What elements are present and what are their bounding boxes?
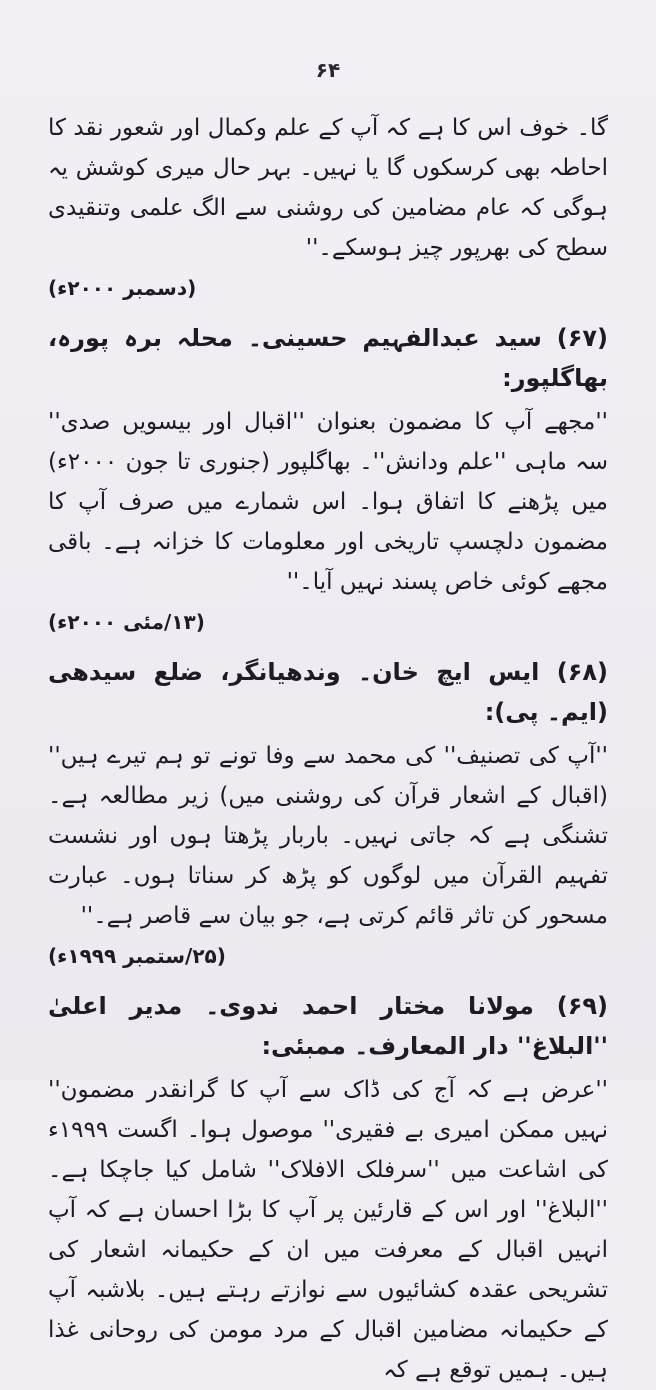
- page-number: ۶۴: [315, 58, 341, 82]
- entry-date: (۱۳/مئی ۲۰۰۰ء): [48, 610, 205, 634]
- entry-paragraph: ''مجھے آپ کا مضمون بعنوان ''اقبال اور بیسویں صدی'' سہ ماہی ''علم ودانش''۔ بھاگلپور (جنوری تا جون ۲۰۰۰ء) میں پڑھنے کا اتفاق ہوا۔ اس شمارے میں صرف آپ کا مضمون دلچسپ تاریخی اور معلومات کا خزانہ ہے۔ باقی مجھے کوئی خاص پسند نہیں آیا۔'': [48, 409, 608, 595]
- entry-date: (دسمبر ۲۰۰۰ء): [48, 276, 197, 300]
- page-body: [48, 104, 608, 1390]
- entry-heading: (۶۷) سید عبدالفہیم حسینی۔ محلہ برہ پورہ، بھاگلپور:: [48, 324, 608, 392]
- entry-paragraph: ''آپ کی تصنیف'' کی محمد سے وفا تونے تو ہم تیرے ہیں'' (اقبال کے اشعار قرآن کی روشنی میں) زیر مطالعہ ہے۔ تشنگی ہے کہ جاتی نہیں۔ باربار پڑھتا ہوں اور نشست تفہیم القرآن میں لوگوں کو پڑھ کر سناتا ہوں۔ عبارت مسحور کن تاثر قائم کرتی ہے، جو بیان سے قاصر ہے۔'': [48, 743, 608, 929]
- entry-paragraph: گا۔ خوف اس کا ہے کہ آپ کے علم وکمال اور شعور نقد کا احاطہ بھی کرسکوں گا یا نہیں۔ بہر حال میری کوشش یہ ہوگی کہ عام مضامین کی روشنی سے الگ علمی وتنقیدی سطح کی بھرپور چیز ہوسکے۔'': [48, 115, 608, 261]
- entry-paragraph: ''عرض ہے کہ آج کی ڈاک سے آپ کا گرانقدر مضمون'' نہیں ممکن امیری بے فقیری'' موصول ہوا۔ اگست ۱۹۹۹ء کی اشاعت میں ''سرفلک الافلاک'' شامل کیا جاچکا ہے۔ ''البلاغ'' اور اس کے قارئین پر آپ کا بڑا احسان ہے کہ آپ انہیں اقبال کے معرفت میں ان کے حکیمانہ اشعار کی تشریحی عقدہ کشائیوں سے نوازتے رہتے ہیں۔ بلاشبہ آپ کے حکیمانہ مضامین اقبال کے مرد مومن کی روحانی غذا ہیں۔ ہمیں توقع ہے کہ: [48, 1077, 608, 1383]
- entry-date: (۲۵/ستمبر ۱۹۹۹ء): [48, 944, 226, 968]
- entry-heading: (۶۹) مولانا مختار احمد ندوی۔ مدیر اعلیٰ ''البلاغ'' دار المعارف۔ ممبئی:: [48, 992, 608, 1060]
- entry-heading: (۶۸) ایس ایچ خان۔ وندھیانگر، ضلع سیدھی (ایم۔ پی):: [48, 658, 608, 726]
